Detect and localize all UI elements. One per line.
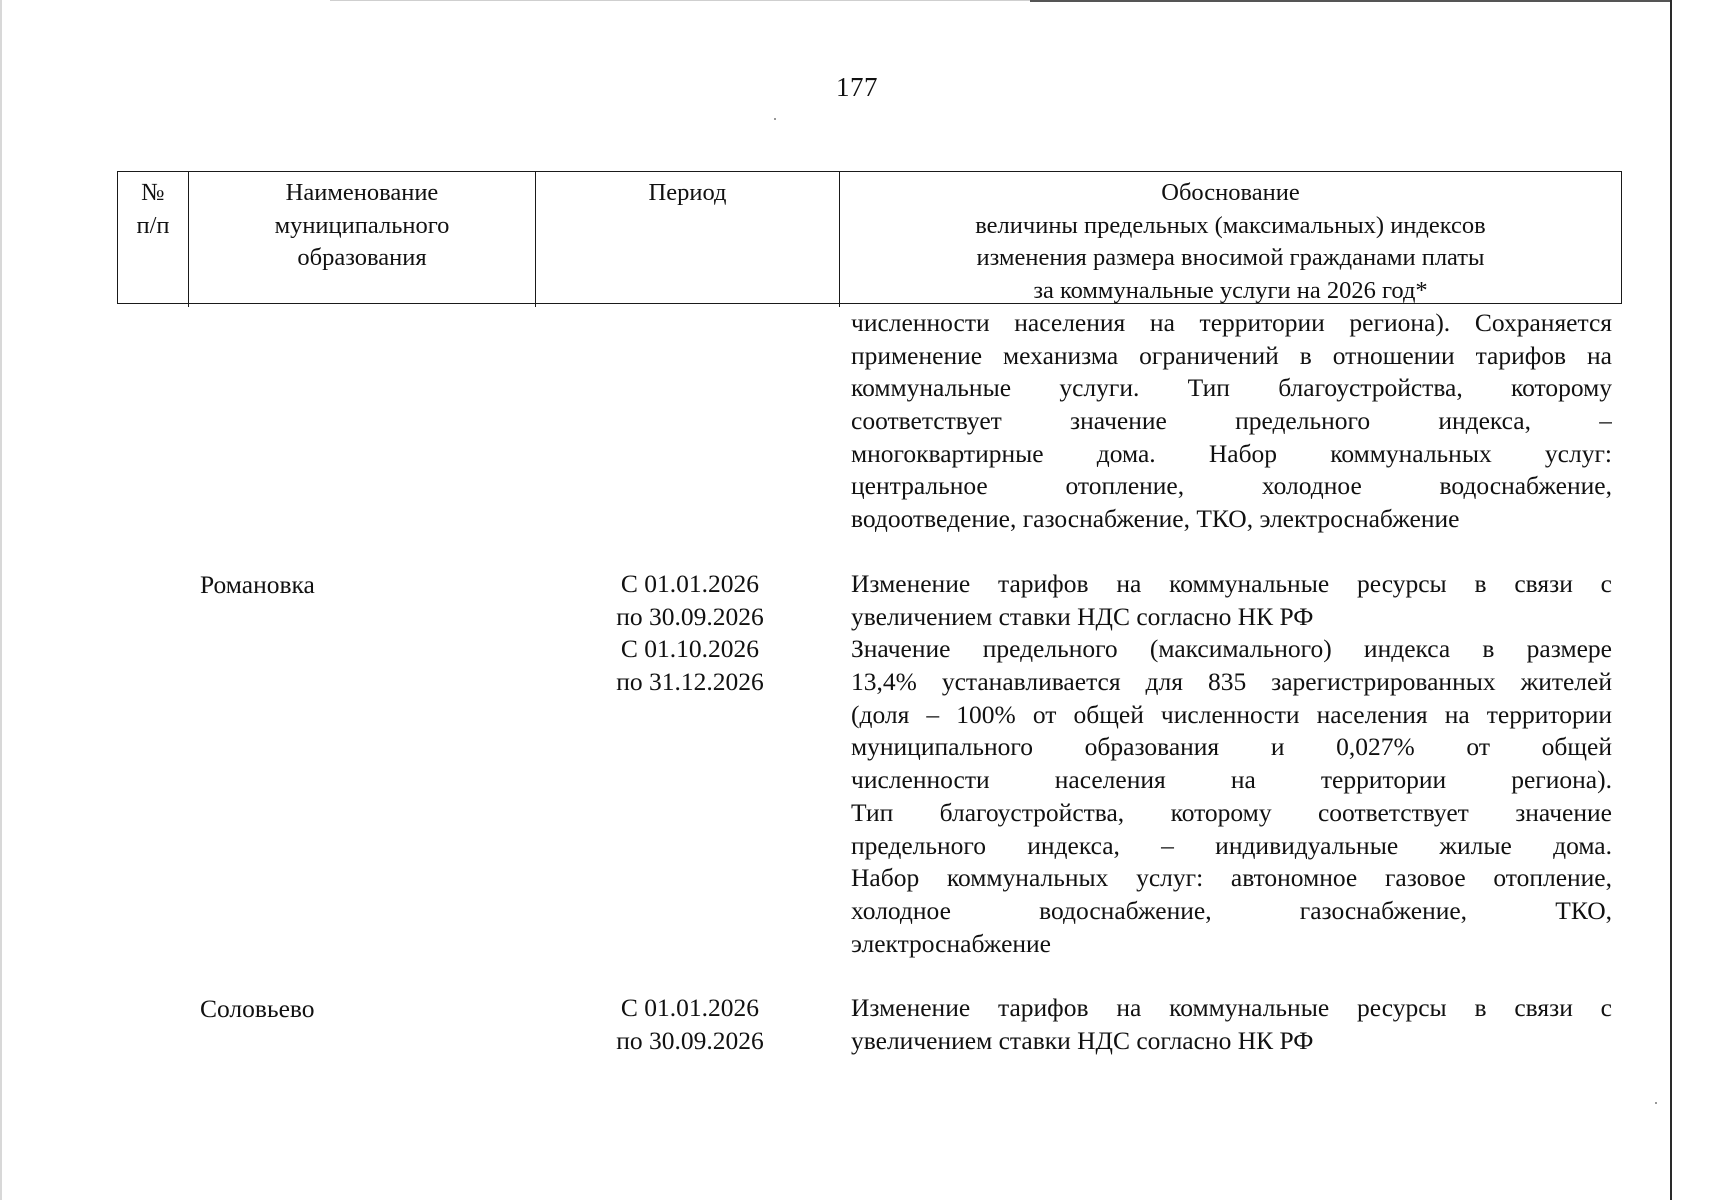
text-line: численности населения на территории региона). Сохраняется: [851, 308, 1612, 337]
text-line: увеличением ставки НДС согласно НК РФ: [851, 1025, 1314, 1055]
header-label: образования: [297, 244, 427, 271]
text-line: Изменение тарифов на коммунальные ресурсы в связи с: [851, 993, 1612, 1022]
text-line: центральное отопление, холодное водоснабжение,: [851, 471, 1612, 501]
header-label: Наименование: [285, 179, 439, 206]
text-line: муниципального образования и 0,027% от общей: [851, 732, 1612, 762]
text-line: Набор коммунальных услуг: автономное газовое отопление,: [851, 863, 1612, 893]
text-line: Тип благоустройства, которому соответствует значение: [851, 797, 1612, 827]
justification-cell: [851, 568, 1612, 960]
header-label: величины предельных (максимальных) индексов: [975, 211, 1486, 239]
header-number-column: [118, 172, 189, 307]
header-label: муниципального: [274, 211, 450, 239]
text-line: 13,4% устанавливается для 835 зарегистрированных жителей: [851, 667, 1612, 697]
text-line: электроснабжение: [851, 928, 1052, 958]
header-label: п/п: [136, 211, 170, 239]
text-line: коммунальные услуги. Тип благоустройства, которому: [851, 373, 1612, 403]
text-line: (доля – 100% от общей численности населения на территории: [851, 699, 1612, 729]
header-municipality-column: [189, 172, 536, 307]
text-line: холодное водоснабжение, газоснабжение, ТКО,: [851, 895, 1612, 925]
municipality-name: Соловьево: [200, 994, 315, 1023]
header-label: за коммунальные услуги на 2026 год*: [1033, 276, 1428, 304]
text-line: Значение предельного (максимального) индекса в размере: [851, 634, 1612, 664]
text-line: Изменение тарифов на коммунальные ресурсы в связи с: [851, 569, 1612, 598]
period-line: С 01.10.2026: [620, 634, 760, 664]
header-label: изменения размера вносимой гражданами платы: [976, 244, 1485, 271]
text-line: многоквартирные дома. Набор коммунальных услуг:: [851, 438, 1612, 468]
text-line: предельного индекса, – индивидуальные жилые дома.: [851, 830, 1612, 860]
scan-edge-right: [1670, 0, 1672, 1200]
text-line: увеличением ставки НДС согласно НК РФ: [851, 601, 1314, 631]
period-line: С 01.01.2026: [620, 993, 760, 1022]
text-line: соответствует значение предельного индекса, –: [851, 406, 1612, 436]
period-cell: [590, 992, 790, 1057]
header-justification-column: [840, 172, 1621, 307]
justification-cell: [851, 992, 1612, 1057]
period-line: по 30.09.2026: [616, 601, 764, 631]
period-line: по 30.09.2026: [616, 1025, 764, 1055]
continuation-text: [851, 307, 1612, 536]
scan-edge-left: [0, 0, 2, 1200]
municipality-name: Романовка: [200, 570, 315, 599]
scan-edge-top-faint: [330, 0, 1030, 1]
text-line: водоотведение, газоснабжение, ТКО, электроснабжение: [851, 504, 1460, 534]
text-line: применение механизма ограничений в отношении тарифов на: [851, 340, 1612, 370]
period-line: по 31.12.2026: [616, 667, 764, 697]
period-cell: [590, 568, 790, 699]
header-label: Период: [648, 179, 727, 206]
text-line: численности населения на территории региона).: [851, 765, 1612, 795]
header-period-column: [536, 172, 840, 307]
header-label: №: [141, 179, 165, 206]
period-line: С 01.01.2026: [620, 569, 760, 598]
header-label: Обоснование: [1161, 179, 1300, 206]
scan-speck: [1655, 1102, 1657, 1104]
page-number: 177: [836, 72, 878, 102]
table-header: [117, 171, 1622, 304]
scan-speck: [774, 118, 776, 120]
scan-edge-top: [1030, 0, 1670, 2]
